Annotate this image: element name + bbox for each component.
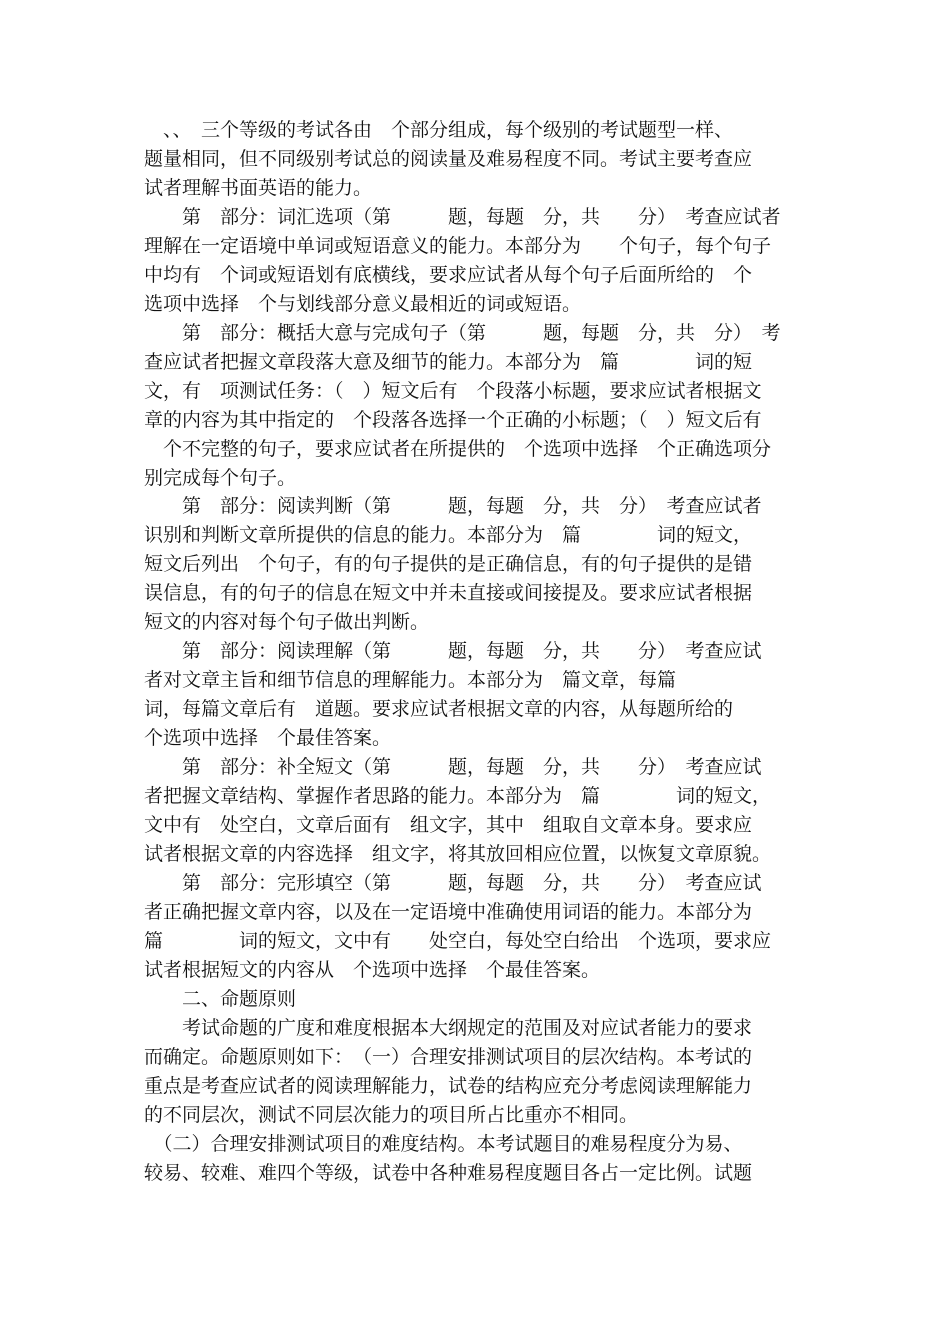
- text-line: 篇 词的短文，文中有 处空白，每处空白给出 个选项，要求应: [144, 930, 772, 952]
- text-line: 理解在一定语境中单词或短语意义的能力。本部分为 个句子，每个句子: [144, 235, 772, 257]
- text-line: 误信息，有的句子的信息在短文中并未直接或间接提及。要求应试者根据: [144, 582, 753, 604]
- text-line: 短文的内容对每个句子做出判断。: [144, 611, 430, 633]
- text-line: 识别和判断文章所提供的信息的能力。本部分为 篇 词的短文，: [144, 524, 753, 546]
- text-line: 个不完整的句子，要求应试者在所提供的 个选项中选择 个正确选项分: [144, 438, 772, 460]
- text-line: 中均有 个词或短语划有底横线，要求应试者从每个句子后面所给的 个: [144, 264, 753, 286]
- text-line: 第 部分：词汇选项（第 题，每题 分，共 分） 考查应试者: [144, 206, 781, 228]
- text-line: 而确定。命题原则如下： （一）合理安排测试项目的层次结构。本考试的: [144, 1046, 753, 1068]
- text-line: 个选项中选择 个最佳答案。: [144, 727, 392, 749]
- text-line: 者把握文章结构、掌握作者思路的能力。本部分为 篇 词的短文，: [144, 785, 772, 807]
- text-line: 第 部分：阅读理解（第 题，每题 分，共 分） 考查应试: [144, 640, 762, 662]
- text-line: 第 部分：完形填空（第 题，每题 分，共 分） 考查应试: [144, 872, 762, 894]
- section-heading: 二、命题原则: [144, 988, 297, 1010]
- text-line: 章的内容为其中指定的 个段落各选择一个正确的小标题；（ ）短文后有: [144, 409, 762, 431]
- text-line: 试者理解书面英语的能力。: [144, 177, 373, 199]
- text-line: 者正确把握文章内容，以及在一定语境中准确使用词语的能力。本部分为: [144, 901, 753, 923]
- text-line: 短文后列出 个句子，有的句子提供的是正确信息，有的句子提供的是错: [144, 553, 753, 575]
- text-line: 第 部分：阅读判断（第 题，每题 分，共 分） 考查应试者: [144, 495, 762, 517]
- text-line: 词，每篇文章后有 道题。要求应试者根据文章的内容，从每题所给的: [144, 698, 734, 720]
- text-line: 考试命题的广度和难度根据本大纲规定的范围及对应试者能力的要求: [144, 1017, 753, 1039]
- text-line: 试者根据短文的内容从 个选项中选择 个最佳答案。: [144, 959, 601, 981]
- text-line: 第 部分：补全短文（第 题，每题 分，共 分） 考查应试: [144, 756, 762, 778]
- text-line: 、、 三个等级的考试各由 个部分组成，每个级别的考试题型一样、: [144, 119, 734, 141]
- text-line: 第 部分：概括大意与完成句子（第 题，每题 分，共 分） 考: [144, 322, 781, 344]
- text-line: 别完成每个句子。: [144, 467, 297, 489]
- text-line: 的不同层次，测试不同层次能力的项目所占比重亦不相同。: [144, 1104, 639, 1126]
- text-line: 重点是考查应试者的阅读理解能力，试卷的结构应充分考虑阅读理解能力: [144, 1075, 753, 1097]
- text-line: 题量相同，但不同级别考试总的阅读量及难易程度不同。考试主要考查应: [144, 148, 753, 170]
- text-line: 文中有 处空白，文章后面有 组文字，其中 组取自文章本身。要求应: [144, 814, 753, 836]
- text-line: （二）合理安排测试项目的难度结构。本考试题目的难易程度分为易、: [144, 1133, 743, 1155]
- text-line: 试者根据文章的内容选择 组文字，将其放回相应位置，以恢复文章原貌。: [144, 843, 772, 865]
- text-line: 查应试者把握文章段落大意及细节的能力。本部分为 篇 词的短: [144, 351, 753, 373]
- text-line: 者对文章主旨和细节信息的理解能力。本部分为 篇文章，每篇: [144, 669, 677, 691]
- text-line: 文，有 项测试任务：（ ）短文后有 个段落小标题，要求应试者根据文: [144, 380, 762, 402]
- text-line: 较易、较难、难四个等级，试卷中各种难易程度题目各占一定比例。试题: [144, 1162, 753, 1184]
- text-line: 选项中选择 个与划线部分意义最相近的词或短语。: [144, 293, 582, 315]
